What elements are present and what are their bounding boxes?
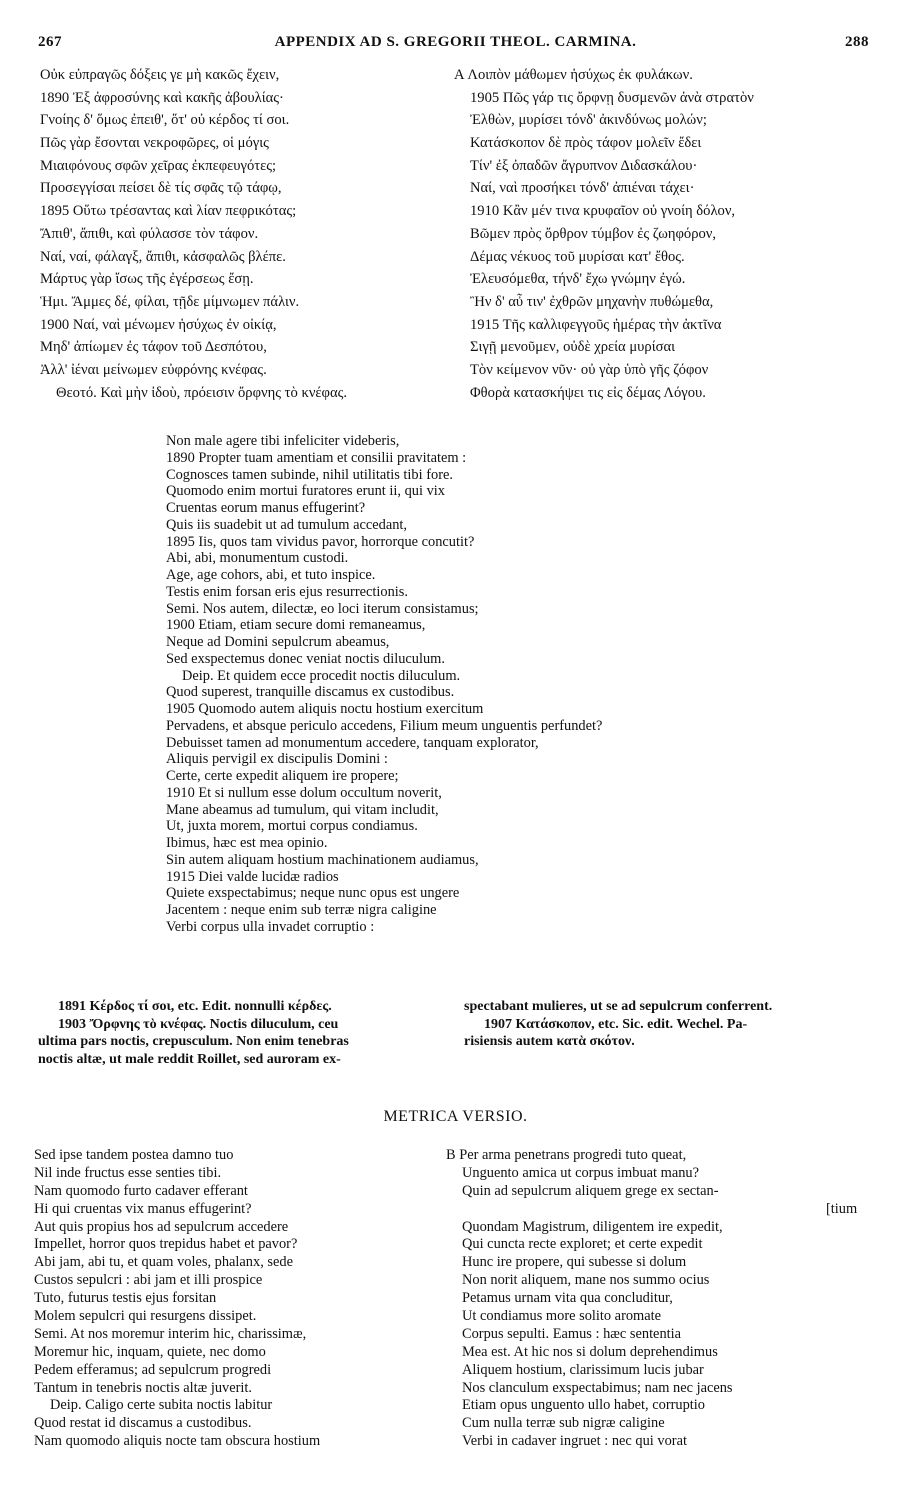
latin-line: 1910 Et si nullum esse dolum occultum noverit, [166, 784, 442, 801]
metrica-line: Semi. At nos moremur interim hic, charissimæ, [34, 1325, 307, 1342]
latin-line: Debuisset tamen ad monumentum accedere, tanquam explorator, [166, 734, 539, 751]
latin-line: Ut, juxta morem, mortui corpus condiamus. [166, 818, 418, 835]
greek-line: Πῶς γὰρ ἔσονται νεκροφῶρες, οἱ μόγις [40, 135, 269, 152]
latin-line: Ibimus, hæc est mea opinio. [166, 835, 328, 851]
running-title: APPENDIX AD S. GREGORII THEOL. CARMINA. [274, 34, 637, 50]
latin-line: 1915 Diei valde lucidæ radios [166, 868, 339, 885]
metrica-line: Non norit aliquem, mane nos summo ocius [462, 1272, 710, 1289]
latin-line: Sin autem aliquam hostium machinationem audiamus, [166, 851, 479, 868]
greek-line: Κατάσκοπον δὲ πρὸς τάφον μολεῖν ἔδει [470, 135, 702, 152]
latin-line: Neque ad Domini sepulcrum abeamus, [166, 634, 390, 650]
metrica-line: Molem sepulcri qui resurgens dissipet. [34, 1308, 257, 1325]
footnote-line: ultima pars noctis, crepusculum. Non enim tenebras [38, 1034, 349, 1049]
latin-line: Quiete exspectabimus; neque nunc opus est ungere [166, 885, 460, 902]
greek-line: 1900 Ναί, ναὶ μένωμεν ἡσύχως ἐν οἰκίᾳ, [40, 316, 277, 333]
latin-line: Testis enim forsan eris ejus resurrectionis. [166, 583, 408, 600]
footnotes-left [38, 998, 442, 1068]
metrica-line: Quin ad sepulcrum aliquem grege ex sectan- [462, 1182, 719, 1199]
latin-translation [166, 433, 602, 952]
footnote-line: 1903 Ὄρφνης τὸ κνέφας. Noctis diluculum, ceu [58, 1016, 339, 1032]
page-number-right: 288 [845, 34, 869, 50]
latin-line: Abi, abi, monumentum custodi. [166, 550, 349, 567]
latin-line: Pervadens, et absque periculo accedens, Filium meum unguentis perfundet? [166, 717, 603, 734]
metrica-line: Impellet, horror quos trepidus habet et pavor? [34, 1236, 298, 1253]
latin-line: Certe, certe expedit aliquem ire propere; [166, 768, 399, 784]
metrica-line: Moremur hic, inquam, quiete, nec domo [34, 1343, 266, 1360]
metrica-line: Verbi in cadaver ingruet : nec qui vorat [462, 1433, 687, 1450]
metrica-line: Unguento amica ut corpus imbuat manu? [462, 1164, 699, 1181]
metrica-line: Etiam opus unguento ullo habet, corruptio [462, 1397, 705, 1414]
latin-line: Quomodo enim mortui furatores erunt ii, qui vix [166, 483, 445, 500]
footnote-line: risiensis autem κατὰ σκότον. [464, 1034, 635, 1049]
greek-line: Φθορὰ κατασκήψει τις εἰς δέμας Λόγου. [470, 384, 706, 401]
metrica-line: Tuto, futurus testis ejus forsitan [34, 1290, 217, 1307]
greek-column-left [40, 64, 347, 404]
greek-line: Μιαιφόνους σφῶν χεῖρας ἐκπεφευγότες; [40, 157, 277, 174]
greek-line: 1915 Τῆς καλλιφεγγοῦς ἡμέρας τὴν ἀκτῖνα [470, 316, 722, 333]
metrica-line: Hi qui cruentas vix manus effugerint? [34, 1200, 252, 1217]
greek-line: Ἐλθὼν, μυρίσει τόνδ' ἀκινδύνως μολών; [470, 112, 707, 129]
greek-line: 1895 Οὕτω τρέσαντας καὶ λίαν πεφρικότας; [40, 203, 297, 220]
latin-line: Semi. Nos autem, dilectæ, eo loci iterum consistamus; [166, 600, 479, 617]
metrica-column-left [34, 1147, 320, 1451]
metrica-line: Hunc ire propere, qui subesse si dolum [462, 1254, 687, 1271]
latin-line: 1905 Quomodo autem aliquis noctu hostium exercitum [166, 701, 484, 717]
metrica-line: Pedem efferamus; ad sepulcrum progredi [34, 1361, 272, 1378]
footnote-line: 1891 Κέρδος τί σοι, etc. Edit. nonnulli κέρδες. [58, 999, 332, 1014]
metrica-line: Nil inde fructus esse senties tibi. [34, 1164, 222, 1181]
metrica-line: Sed ipse tandem postea damno tuo [34, 1147, 234, 1163]
greek-line: Ἄπιθ', ἄπιθι, καὶ φύλασσε τὸν τάφον. [40, 225, 259, 242]
greek-line: Ναί, ναί, φάλαγξ, ἄπιθι, κἀσφαλῶς βλέπε. [40, 248, 286, 265]
greek-line: 1890 Ἐξ ἀφροσύνης καὶ κακῆς ἀβουλίας· [40, 89, 284, 106]
latin-line: Jacentem : neque enim sub terræ nigra caligine [166, 902, 437, 918]
greek-line: Βῶμεν πρὸς ὄρθρον τύμβον ἐς ζωηφόρον, [470, 225, 717, 242]
metrica-line: Qui cuncta recte exploret; et certe expedit [462, 1236, 703, 1253]
metrica-line: Quod restat id discamus a custodibus. [34, 1415, 252, 1432]
metrica-line: Corpus sepulti. Eamus : hæc sententia [462, 1325, 682, 1342]
footnotes-right [464, 998, 874, 1051]
metrica-column-right [446, 1147, 857, 1451]
metrica-line: [tium [826, 1200, 858, 1217]
greek-line: Οὐκ εὐπραγῶς δόξεις γε μὴ κακῶς ἔχειν, [40, 67, 280, 83]
latin-line: Non male agere tibi infeliciter videberis, [166, 433, 400, 449]
metrica-line: Cum nulla terræ sub nigræ caligine [462, 1415, 665, 1432]
greek-line: Ἀλλ' ἰέναι μείνωμεν εὐφρόνης κνέφας. [40, 361, 267, 378]
greek-line: Δέμας νέκυος τοῦ μυρίσαι κατ' ἔθος. [470, 248, 685, 265]
greek-column-right [454, 64, 754, 404]
greek-line: 1905 Πῶς γάρ τις ὄρφνῃ δυσμενῶν ἀνὰ στρατὸν [470, 89, 754, 106]
greek-line: 1910 Κἂν μέν τινα κρυφαῖον οὐ γνοίη δόλον, [470, 203, 736, 220]
metrica-line: Tantum in tenebris noctis altæ juverit. [34, 1379, 253, 1396]
latin-line: Age, age cohors, abi, et tuto inspice. [166, 567, 376, 583]
latin-line: Sed exspectemus donec veniat noctis diluculum. [166, 650, 445, 667]
greek-line: Μάρτυς γὰρ ἴσως τῆς ἐγέρσεως ἔσῃ. [40, 271, 254, 288]
metrica-line: Ut condiamus more solito aromate [462, 1308, 662, 1325]
section-title: METRICA VERSIO. [383, 1108, 528, 1125]
greek-line: Ἢν δ' αὖ τιν' ἐχθρῶν μηχανὴν πυθώμεθα, [470, 293, 714, 310]
greek-line: Ναί, ναὶ προσήκει τόνδ' ἀπιέναι τάχει· [470, 180, 695, 197]
latin-line: Deip. Et quidem ecce procedit noctis diluculum. [182, 667, 461, 684]
greek-line: Σιγῇ μενοῦμεν, οὐδὲ χρεία μυρίσαι [470, 339, 676, 356]
metrica-line: Deip. Caligo certe subita noctis labitur [50, 1397, 273, 1414]
latin-line [166, 936, 602, 953]
greek-line: Ἡμι. Ἄμμες δέ, φίλαι, τῇδε μίμνωμεν πάλιν. [40, 293, 300, 310]
latin-line: Cruentas eorum manus effugerint? [166, 500, 366, 516]
latin-line: 1900 Etiam, etiam secure domi remaneamus, [166, 617, 426, 634]
metrica-line: Quondam Magistrum, diligentem ire expedit, [462, 1218, 723, 1235]
greek-line: Μηδ' ἀπίωμεν ἐς τάφον τοῦ Δεσπότου, [40, 339, 267, 356]
greek-line: Ἐλευσόμεθα, τήνδ' ἔχω γνώμην ἐγώ. [470, 271, 686, 288]
latin-line: Quis iis suadebit ut ad tumulum accedant, [166, 516, 407, 533]
page-number-left: 267 [38, 34, 62, 50]
latin-line: Aliquis pervigil ex discipulis Domini : [166, 751, 388, 768]
metrica-line: Nos clanculum exspectabimus; nam nec jacens [462, 1379, 733, 1396]
greek-line: A Λοιπὸν μάθωμεν ἡσύχως ἐκ φυλάκων. [454, 67, 693, 83]
greek-line: Τίν' ἐξ ὀπαδῶν ἄγρυπνον Διδασκάλου· [470, 157, 698, 174]
latin-line: Cognosces tamen subinde, nihil utilitatis tibi fore. [166, 466, 453, 483]
latin-line: 1895 Iis, quos tam vividus pavor, horrorque concutit? [166, 533, 475, 550]
greek-line: Θεοτό. Καὶ μὴν ἰδοὺ, πρόεισιν ὄρφνης τὸ κνέφας. [56, 384, 348, 401]
greek-line: Τὸν κείμενον νῦν· οὐ γὰρ ὑπὸ γῆς ζόφον [470, 361, 709, 378]
metrica-line: Custos sepulcri : abi jam et illi prospice [34, 1272, 263, 1289]
metrica-line: Petamus urnam vita qua concluditur, [462, 1290, 673, 1307]
metrica-line: Mea est. At hic nos si dolum deprehendimus [462, 1343, 718, 1360]
latin-line: Mane abeamus ad tumulum, qui vitam includit, [166, 801, 439, 818]
metrica-line: Aut quis propius hos ad sepulcrum accedere [34, 1218, 289, 1235]
metrica-line: Nam quomodo furto cadaver efferant [34, 1182, 248, 1199]
latin-line: Verbi corpus ulla invadet corruptio : [166, 918, 375, 935]
latin-line: Quod superest, tranquille discamus ex custodibus. [166, 684, 455, 701]
metrica-line: Abi jam, abi tu, et quam voles, phalanx, sede [34, 1254, 293, 1271]
footnote-line: noctis altæ, ut male reddit Roillet, sed auroram ex- [38, 1051, 341, 1067]
greek-line: Γνοίης δ' ὅμως ἐπειθ', ὅτ' οὐ κέρδος τί σοι. [40, 112, 290, 129]
footnote-line: spectabant mulieres, ut se ad sepulcrum conferrent. [464, 999, 773, 1014]
latin-line: 1890 Propter tuam amentiam et consilii pravitatem : [166, 449, 467, 466]
greek-line: Προσεγγίσαι πείσει δὲ τίς σφᾶς τῷ τάφῳ, [40, 180, 282, 197]
footnote-line: 1907 Κατάσκοπον, etc. Sic. edit. Wechel. Pa- [484, 1016, 748, 1032]
metrica-line: B Per arma penetrans progredi tuto queat, [446, 1147, 687, 1163]
metrica-line: Aliquem hostium, clarissimum lucis jubar [462, 1361, 704, 1378]
metrica-line: Nam quomodo aliquis nocte tam obscura hostium [34, 1433, 321, 1450]
